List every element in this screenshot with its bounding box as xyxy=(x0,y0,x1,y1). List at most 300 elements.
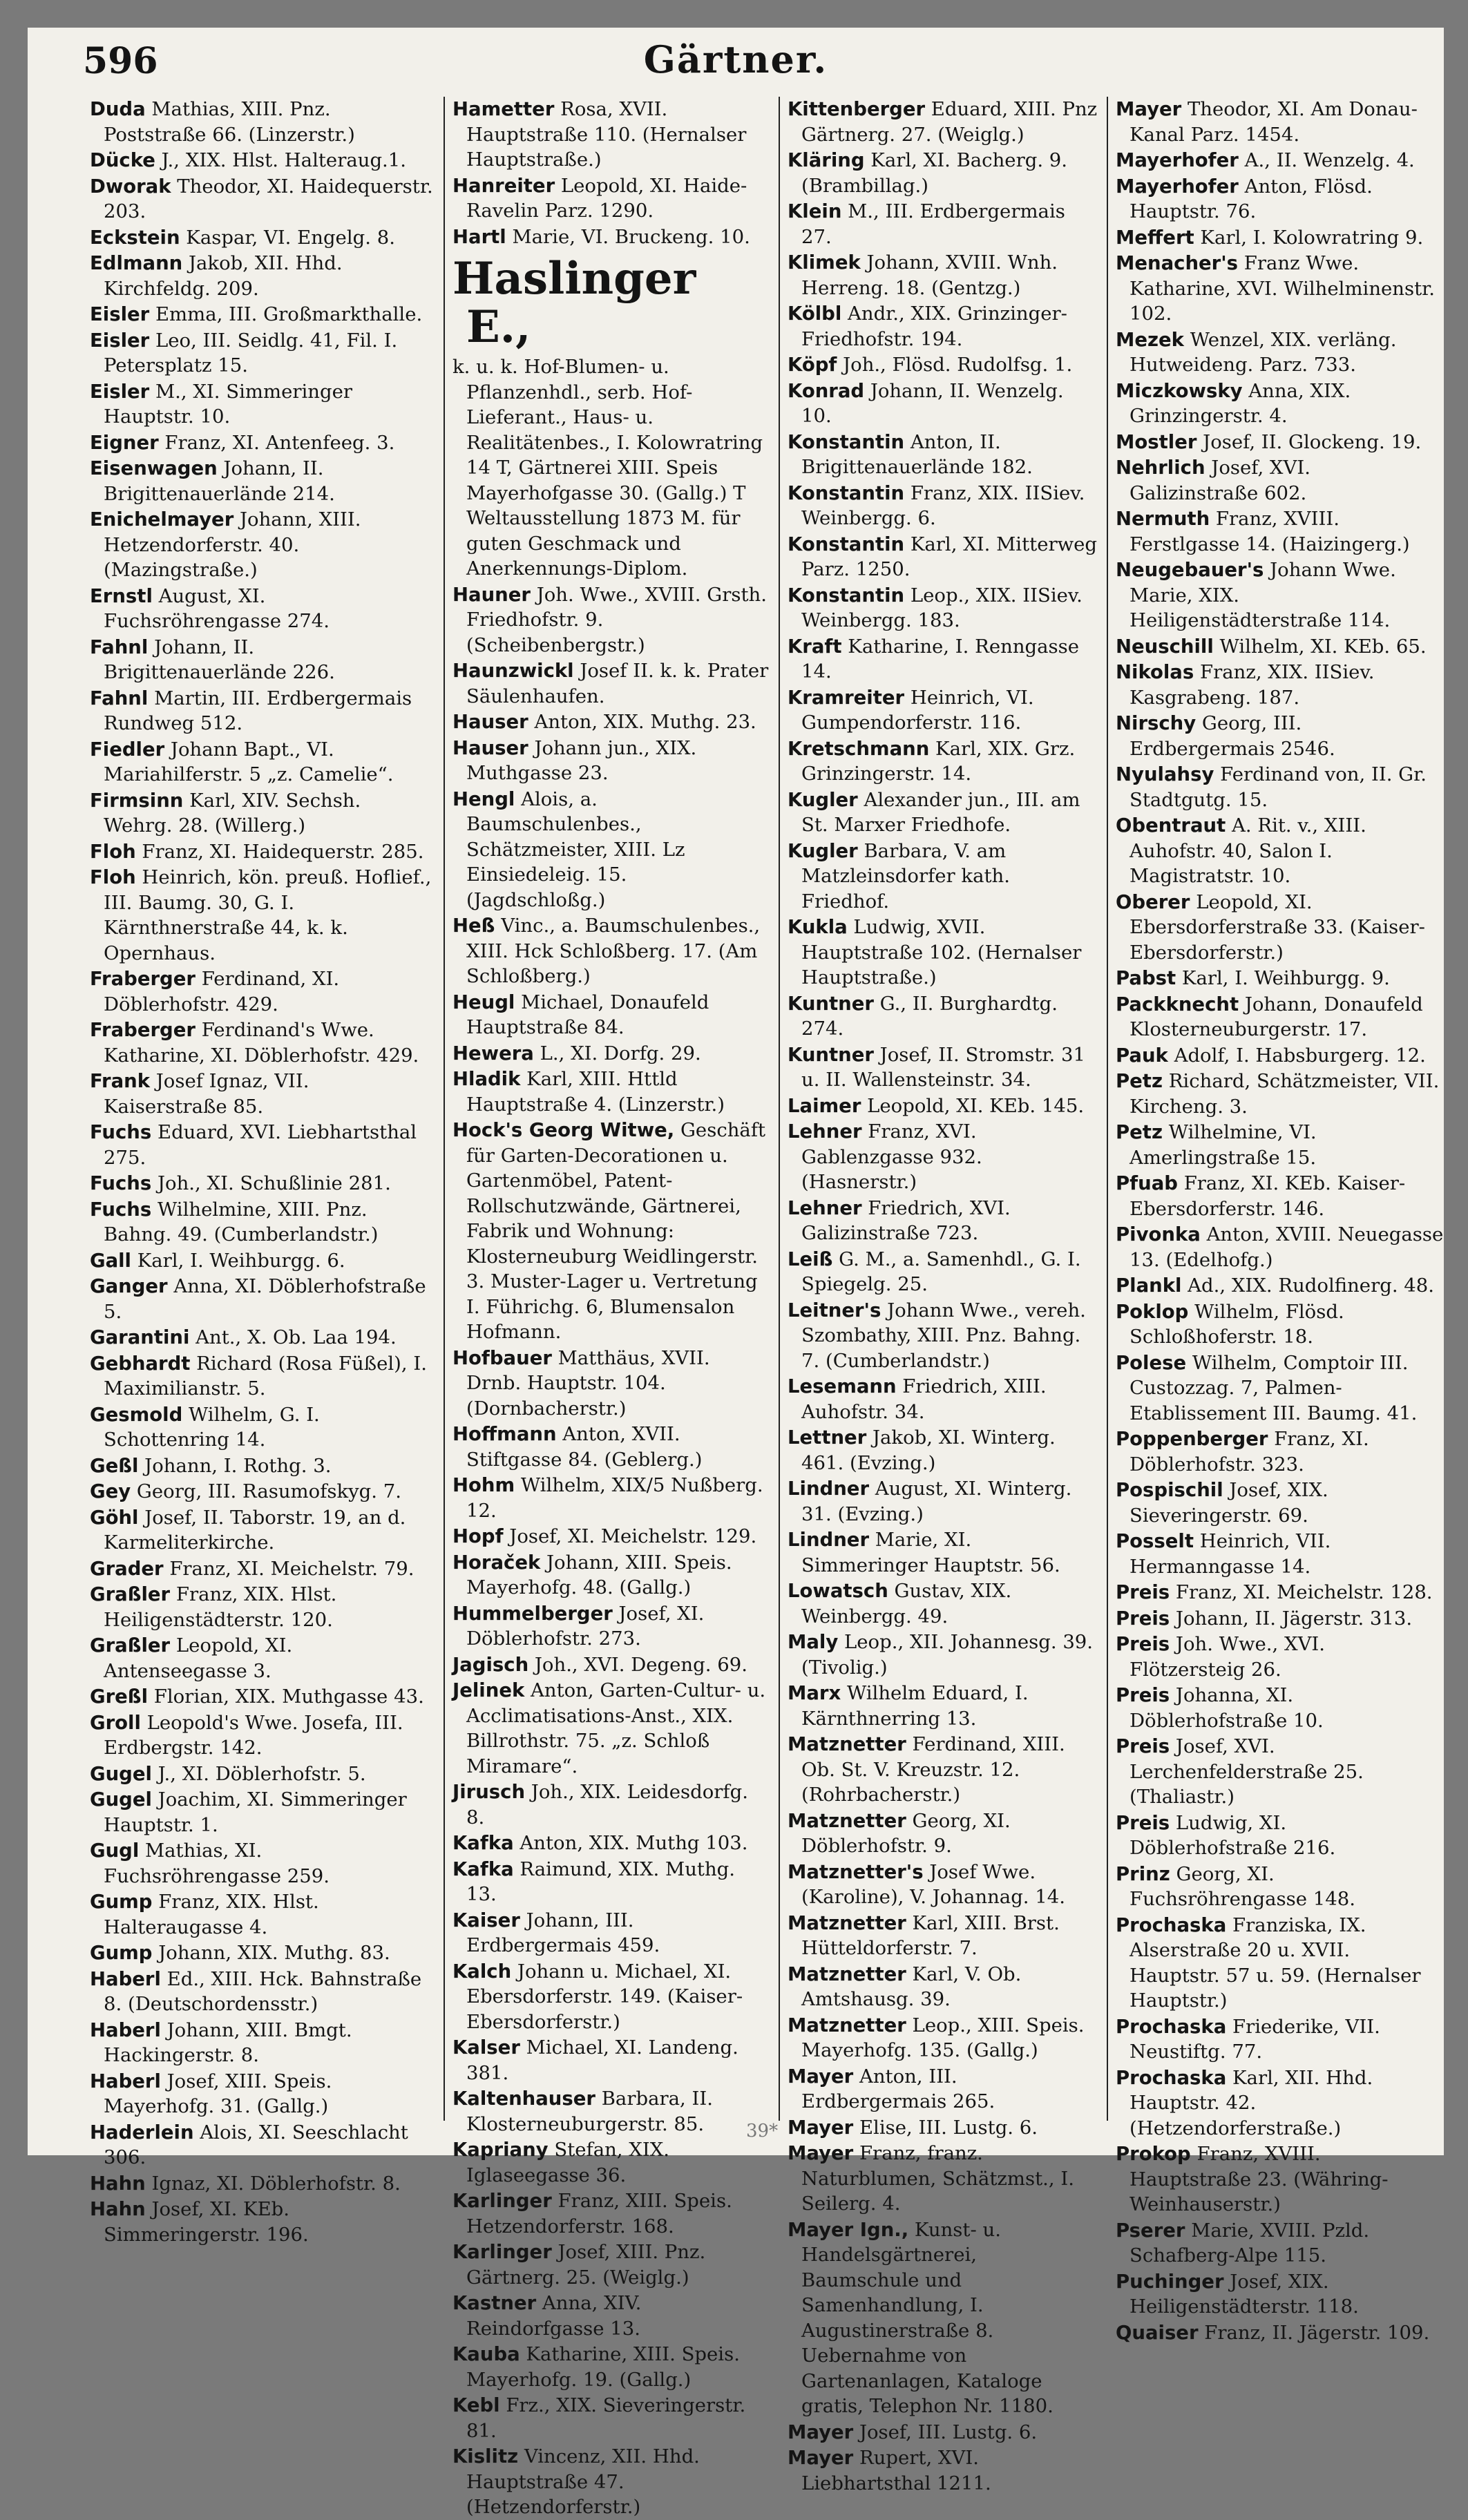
directory-entry xyxy=(90,456,435,506)
entry-name: Lehner xyxy=(788,1196,862,1219)
directory-entry xyxy=(90,148,435,173)
directory-entry xyxy=(452,2342,770,2392)
entry-name: Hanreiter xyxy=(452,174,555,197)
entry-details: Joh., XVI. Degeng. 69. xyxy=(528,1653,747,1676)
entry-name: Klein xyxy=(788,200,842,222)
directory-entry xyxy=(1116,379,1444,429)
entry-details: Richard (Rosa Füßel), I. Maximilianstr. 5. xyxy=(104,1352,427,1400)
entry-details: Josef, XIII. Speis. Mayerhofg. 31. (Gallg.) xyxy=(104,2070,332,2117)
directory-entry xyxy=(90,1838,435,1889)
entry-details: Alois, a. Baumschulenbes., Schätzmeister, XIII. Lz Einsiedeleig. 15. (Jagdschloßg.) xyxy=(466,788,685,911)
entry-name: Haberl xyxy=(90,1967,161,1990)
entry-details: Franz, XI. Meichelstr. 128. xyxy=(1170,1581,1433,1603)
entry-details: Josef, II. Glockeng. 19. xyxy=(1197,430,1422,453)
directory-entry xyxy=(452,1601,770,1652)
entry-details: Jakob, XII. Hhd. Kirchfeldg. 209. xyxy=(104,252,343,300)
entry-name: Hewera xyxy=(452,1042,534,1065)
directory-entry xyxy=(452,2393,770,2443)
entry-name: Hartl xyxy=(452,225,506,248)
entry-name: Mayer Ign., xyxy=(788,2218,909,2241)
directory-entry xyxy=(452,97,770,173)
directory-entry xyxy=(1116,2065,1444,2141)
directory-entry xyxy=(1116,327,1444,378)
entry-name: Mayer xyxy=(788,2065,854,2088)
entry-name: Haslinger E., xyxy=(452,253,696,353)
entry-details: Theodor, XI. Am Donau-Kanal Parz. 1454. xyxy=(1129,98,1418,146)
directory-entry xyxy=(452,1118,770,1345)
entry-details: Raimund, XIX. Muthg. 13. xyxy=(466,1858,736,1905)
directory-entry xyxy=(788,634,1098,685)
directory-entry xyxy=(452,1550,770,1601)
entry-name: Kaiser xyxy=(452,1909,520,1931)
entry-details: Franziska, IX. Alserstraße 20 u. XVII. Hauptstr. 57 u. 59. (Hernalser Hauptstr.) xyxy=(1129,1913,1421,2012)
directory-entry xyxy=(452,2444,770,2520)
entry-name: Eisler xyxy=(90,380,150,403)
entry-name: Mayer xyxy=(788,2116,854,2139)
entry-details: Franz, XI. Meichelstr. 79. xyxy=(163,1557,414,1580)
entry-name: Fuchs xyxy=(90,1198,152,1221)
entry-details: Heinrich, kön. preuß. Hoflief., III. Baumg. 30, G. I. Kärnthnerstraße 44, k. k. Opernhaus. xyxy=(104,866,432,964)
entry-name: Eisler xyxy=(90,329,150,352)
entry-details: Marie, XVIII. Pzld. Schafberg-Alpe 115. xyxy=(1129,2219,1370,2266)
directory-entry xyxy=(788,1860,1098,1910)
directory-entry xyxy=(1116,174,1444,225)
entry-name: Neuschill xyxy=(1116,635,1214,658)
directory-entry xyxy=(90,2120,435,2170)
directory-entry xyxy=(788,915,1098,991)
entry-name: Kislitz xyxy=(452,2445,519,2468)
directory-entry xyxy=(1116,2141,1444,2217)
page-header xyxy=(28,28,1444,90)
entry-details: Ludwig, XVII. Hauptstraße 102. (Hernalser Hauptstraße.) xyxy=(801,916,1082,989)
entry-details: Georg, XI. Döblerhofstr. 9. xyxy=(801,1809,1011,1857)
entry-details: Wilhelm, XI. KEb. 65. xyxy=(1213,635,1427,658)
directory-entry xyxy=(1116,1862,1444,1912)
entry-name: Kläring xyxy=(788,149,865,171)
entry-details: Wilhelm, Flösd. Schloßhoferstr. 18. xyxy=(1129,1300,1344,1348)
entry-details: Theodor, XI. Haidequerstr. 203. xyxy=(104,175,433,222)
entry-name: Kalch xyxy=(452,1960,512,1983)
entry-details: Ad., XIX. Rudolfinerg. 48. xyxy=(1181,1275,1435,1297)
directory-entry xyxy=(90,1940,435,1966)
directory-entry xyxy=(90,1889,435,1940)
entry-details: Josef Ignaz, VII. Kaiserstraße 85. xyxy=(104,1070,309,1118)
directory-entry xyxy=(1116,430,1444,455)
entry-name: Preis xyxy=(1116,1735,1170,1757)
directory-entry xyxy=(90,865,435,966)
directory-entry xyxy=(788,148,1098,198)
entry-details: Joh., XIX. Leidesdorfg. 8. xyxy=(466,1781,748,1829)
directory-entry xyxy=(452,1346,770,1422)
entry-name: Nikolas xyxy=(1116,661,1194,683)
entry-name: Mayer xyxy=(788,2142,854,2164)
entry-name: Eckstein xyxy=(90,226,180,249)
entry-name: Kapriany xyxy=(452,2139,549,2161)
directory-entry xyxy=(90,251,435,301)
directory-entry xyxy=(788,250,1098,300)
entry-details: k. u. k. Hof-Blumen- u. Pflanzenhdl., serb. Hof-Lieferant., Haus- u. Realitätenbes., I. Kolowratring 14 T, Gärtnerei XIII. Speis Mayerhofgasse 30. (Gallg.) T Weltausstellung 1873 M. für guten Geschmack und Anerkennungs-Diplom. xyxy=(452,356,763,580)
entry-details: Johann, III. Erdbergermais 459. xyxy=(466,1909,660,1956)
entry-details: L., XI. Dorfg. 29. xyxy=(533,1042,701,1065)
entry-name: Kugler xyxy=(788,788,858,811)
entry-name: Kukla xyxy=(788,916,848,938)
entry-details: Michael, Donaufeld Hauptstraße 84. xyxy=(466,991,709,1038)
directory-entry xyxy=(788,1911,1098,1961)
directory-page xyxy=(28,28,1444,2518)
entry-name: Kauba xyxy=(452,2343,520,2365)
entry-name: Hopf xyxy=(452,1525,504,1547)
entry-details: Kaspar, VI. Engelg. 8. xyxy=(180,226,395,249)
entry-details: Karl, I. Weihburgg. 6. xyxy=(131,1249,345,1272)
directory-entry xyxy=(788,2013,1098,2063)
entry-details: Karl, I. Kolowratring 9. xyxy=(1194,226,1424,249)
entry-name: Meffert xyxy=(1116,226,1194,249)
directory-entry xyxy=(90,584,435,634)
entry-name: Poklop xyxy=(1116,1300,1189,1323)
entry-details: Leop., XIII. Speis. Mayerhofg. 135. (Gallg.) xyxy=(801,2014,1085,2061)
directory-entry xyxy=(788,1962,1098,2012)
directory-entry xyxy=(788,1374,1098,1424)
directory-entry xyxy=(90,1633,435,1683)
directory-entry xyxy=(1116,2014,1444,2065)
entry-name: Kuntner xyxy=(788,992,874,1015)
directory-entry xyxy=(1116,225,1444,251)
entry-details: Vinc., a. Baumschulenbes., XIII. Hck Schloßberg. 17. (Am Schloßberg.) xyxy=(466,915,761,987)
entry-details: Wilhelm, G. I. Schottenring 14. xyxy=(104,1403,320,1451)
directory-entry xyxy=(788,1808,1098,1859)
directory-entry xyxy=(90,1967,435,2017)
directory-entry xyxy=(452,1473,770,1523)
directory-entry xyxy=(1116,1580,1444,1605)
entry-details: Johann, I. Rothg. 3. xyxy=(138,1454,332,1477)
entry-name: Miczkowsky xyxy=(1116,379,1243,402)
entry-details: Alexander jun., III. am St. Marxer Friedhofe. xyxy=(801,788,1080,836)
entry-details: Eduard, XIII. Pnz Gärtnerg. 27. (Weiglg.) xyxy=(801,98,1098,146)
entry-details: Karl, XIX. Grz. Grinzingerstr. 14. xyxy=(801,737,1076,785)
entry-details: Josef, XI. Meichelstr. 129. xyxy=(503,1525,757,1547)
entry-details: Ferdinand von, II. Gr. Stadtgutg. 15. xyxy=(1129,763,1427,811)
directory-entry xyxy=(1116,2218,1444,2269)
directory-entry xyxy=(1116,251,1444,327)
directory-entry xyxy=(788,991,1098,1042)
entry-name: Packknecht xyxy=(1116,993,1239,1015)
entry-name: Edlmann xyxy=(90,252,183,274)
entry-name: Enichelmayer xyxy=(90,508,234,531)
entry-details: Johann, II. Wenzelg. 10. xyxy=(801,379,1064,427)
entry-details: Josef, XIX. Heiligenstädterstr. 118. xyxy=(1129,2270,1359,2318)
directory-entry xyxy=(452,173,770,224)
directory-entry xyxy=(1116,1734,1444,1810)
directory-entry xyxy=(90,635,435,685)
directory-entry xyxy=(1116,97,1444,147)
directory-entry xyxy=(788,839,1098,915)
entry-name: Dücke xyxy=(90,149,155,171)
directory-entry xyxy=(788,1476,1098,1527)
entry-details: Stefan, XIX. Iglaseegasse 36. xyxy=(466,2139,670,2186)
entry-details: Anna, XIV. Reindorfgasse 13. xyxy=(466,2292,642,2340)
entry-name: Karlinger xyxy=(452,2241,552,2263)
entry-name: Quaiser xyxy=(1116,2321,1199,2344)
entry-details: Leopold's Wwe. Josefa, III. Erdbergstr. 142. xyxy=(104,1711,403,1759)
entry-name: Grader xyxy=(90,1557,164,1580)
directory-entry xyxy=(90,1479,435,1505)
directory-entry xyxy=(452,2188,770,2239)
entry-details: Vincenz, XII. Hhd. Hauptstraße 47. (Hetzendorferstr.) xyxy=(466,2445,700,2518)
directory-entry xyxy=(1116,890,1444,966)
directory-entry xyxy=(1116,506,1444,557)
entry-details: Franz, XIX. Hlst. Heiligenstädterstr. 120. xyxy=(104,1583,337,1631)
entry-name: Prochaska xyxy=(1116,2066,1227,2089)
entry-name: Frank xyxy=(90,1070,151,1092)
entry-details: Anton, III. Erdbergermais 265. xyxy=(801,2065,995,2112)
directory-entry xyxy=(1116,1273,1444,1299)
directory-entry xyxy=(1116,1069,1444,1119)
directory-entry xyxy=(90,1505,435,1556)
entry-details: Alois, XI. Seeschlacht 306. xyxy=(104,2121,408,2168)
entry-name: Lindner xyxy=(788,1478,870,1500)
directory-entry xyxy=(788,2064,1098,2115)
entry-name: Leiß xyxy=(788,1248,833,1270)
entry-name: Karlinger xyxy=(452,2190,552,2212)
entry-details: Franz, XVI. Gablenzgasse 932. (Hasnerstr.) xyxy=(801,1120,982,1193)
entry-details: Wilhelm Eduard, I. Kärnthnerring 13. xyxy=(801,1682,1029,1730)
entry-name: Hofbauer xyxy=(452,1346,552,1369)
entry-name: Nirschy xyxy=(1116,712,1197,734)
entry-name: Kuntner xyxy=(788,1043,874,1066)
directory-entry xyxy=(788,301,1098,352)
entry-details: Leopold, XI. Ebersdorferstraße 33. (Kaiser-Ebersdorferstr.) xyxy=(1129,890,1425,964)
entry-name: Lettner xyxy=(788,1426,867,1449)
directory-entry xyxy=(788,1578,1098,1629)
directory-entry xyxy=(788,97,1098,147)
entry-details: Adolf, I. Habsburgerg. 12. xyxy=(1167,1044,1426,1067)
entry-name: Pfuab xyxy=(1116,1172,1178,1194)
entry-details: Joh. Wwe., XVIII. Grsth. Friedhofstr. 9. (Scheibenbergstr.) xyxy=(466,583,768,656)
directory-entry xyxy=(788,736,1098,787)
directory-entry xyxy=(788,2445,1098,2496)
entry-name: Graßler xyxy=(90,1583,171,1605)
entry-name: Gesmold xyxy=(90,1403,183,1426)
entry-name: Laimer xyxy=(788,1094,861,1117)
directory-entry xyxy=(90,1274,435,1324)
directory-entry xyxy=(90,97,435,147)
directory-entry xyxy=(1116,1350,1444,1426)
directory-entry xyxy=(90,839,435,865)
entry-name: Kafka xyxy=(452,1858,514,1880)
entry-name: Mostler xyxy=(1116,430,1197,453)
entry-details: Johann, II. Brigittenauerlände 214. xyxy=(104,457,335,505)
entry-name: Gump xyxy=(90,1942,153,1964)
directory-entry xyxy=(1116,966,1444,991)
entry-name: Haunzwickl xyxy=(452,660,574,682)
directory-entry xyxy=(90,1453,435,1479)
entry-name: Konstantin xyxy=(788,533,905,555)
entry-details: Anton, Flösd. Hauptstr. 76. xyxy=(1129,175,1373,222)
entry-details: A. Rit. v., XIII. Auhofstr. 40, Salon I. Magistratstr. 10. xyxy=(1129,814,1366,887)
entry-details: Andr., XIX. Grinzinger-Friedhofstr. 194. xyxy=(801,303,1067,350)
entry-name: Mayerhofer xyxy=(1116,149,1239,171)
directory-entry xyxy=(90,2018,435,2068)
entry-name: Gey xyxy=(90,1480,131,1502)
entry-details: Friedrich, XIII. Auhofstr. 34. xyxy=(801,1375,1047,1423)
directory-entry xyxy=(90,1556,435,1582)
entry-details: Johann, II. Brigittenauerlände 226. xyxy=(104,636,335,683)
entry-details: Karl, V. Ob. Amtshausg. 39. xyxy=(801,1963,1022,2010)
entry-details: Heinrich, VI. Gumpendorferstr. 116. xyxy=(801,686,1034,734)
entry-details: Leo, III. Seidlg. 41, Fil. I. Petersplatz 15. xyxy=(104,329,398,376)
directory-entry xyxy=(90,302,435,327)
directory-entry xyxy=(452,2291,770,2341)
directory-entry xyxy=(1116,634,1444,660)
entry-name: Matznetter xyxy=(788,2014,906,2036)
entry-name: Matznetter xyxy=(788,1809,906,1832)
entry-name: Polese xyxy=(1116,1351,1187,1374)
entry-details: Wenzel, XIX. verläng. Hutweideng. Parz. 733. xyxy=(1129,328,1397,376)
entry-details: Anna, XI. Döblerhofstraße 5. xyxy=(104,1275,426,1323)
directory-entry xyxy=(788,481,1098,531)
directory-entry xyxy=(1116,1171,1444,1221)
entry-details: Franz, XIX. IISiev. Kasgrabeng. 187. xyxy=(1129,661,1375,709)
entry-name: Kebl xyxy=(452,2394,500,2416)
entry-details: Franz Wwe. Katharine, XVI. Wilhelminenstr. 102. xyxy=(1129,252,1436,325)
directory-entry xyxy=(90,1710,435,1761)
directory-entry xyxy=(452,787,770,913)
entry-details: A., II. Wenzelg. 4. xyxy=(1238,149,1415,171)
entry-details: Johanna, XI. Döblerhofstraße 10. xyxy=(1129,1684,1324,1732)
entry-name: Ganger xyxy=(90,1275,168,1297)
directory-entry xyxy=(90,225,435,251)
entry-details: Karl, XIII. Httld Hauptstraße 4. (Linzerstr.) xyxy=(466,1068,725,1116)
entry-details: Rupert, XVI. Liebhartsthal 1211. xyxy=(801,2447,991,2494)
entry-name: Kittenberger xyxy=(788,98,926,120)
entry-details: Wilhelmine, VI. Amerlingstraße 15. xyxy=(1129,1121,1317,1169)
entry-name: Matznetter's xyxy=(788,1860,924,1883)
entry-details: Emma, III. Großmarkthalle. xyxy=(149,303,423,325)
entry-details: Johann, XIX. Muthg. 83. xyxy=(152,1942,390,1964)
directory-entry xyxy=(90,430,435,456)
entry-name: Preis xyxy=(1116,1607,1170,1630)
entry-details: Anton, XIX. Muthg 103. xyxy=(513,1832,748,1854)
directory-entry xyxy=(788,352,1098,378)
directory-entry xyxy=(90,328,435,379)
directory-entry xyxy=(788,2115,1098,2141)
directory-entry xyxy=(452,1959,770,2035)
entry-name: Hoffmann xyxy=(452,1423,557,1445)
entry-name: Nyulahsy xyxy=(1116,763,1214,785)
entry-details: Katharine, I. Renngasse 14. xyxy=(801,635,1080,682)
entry-details: Josef, XI. KEb. Simmeringerstr. 196. xyxy=(104,2198,309,2246)
entry-details: Johann, XVIII. Wnh. Herreng. 18. (Gentzg.) xyxy=(801,251,1058,299)
entry-details: Florian, XIX. Muthgasse 43. xyxy=(148,1686,424,1708)
entry-name: Mayer xyxy=(1116,98,1182,120)
directory-entry xyxy=(1116,1632,1444,1682)
entry-name: Hahn xyxy=(90,2172,146,2195)
entry-details: Franz, XVIII. Ferstlgasse 14. (Haizingerg.) xyxy=(1129,508,1410,555)
entry-details: Wilhelmine, XIII. Pnz. Bahng. 49. (Cumberlandstr.) xyxy=(104,1198,379,1245)
directory-entry xyxy=(452,1908,770,1958)
entry-details: Georg, III. Rasumofskyg. 7. xyxy=(131,1480,402,1502)
entry-name: Pauk xyxy=(1116,1044,1168,1067)
entry-name: Konstantin xyxy=(788,584,905,607)
directory-entry xyxy=(90,174,435,225)
entry-details: Georg, III. Erdbergermais 2546. xyxy=(1129,712,1335,760)
entry-details: Mathias, XIII. Pnz. Poststraße 66. (Linzerstr.) xyxy=(104,98,355,146)
directory-entry xyxy=(452,990,770,1040)
directory-entry xyxy=(90,379,435,430)
entry-details: Ferdinand's Wwe. Katharine, XI. Döblerhofstr. 429. xyxy=(104,1019,419,1067)
directory-entry xyxy=(90,1684,435,1710)
directory-entry xyxy=(452,1524,770,1549)
entry-name: Lowatsch xyxy=(788,1580,888,1602)
directory-entry xyxy=(1116,1913,1444,2014)
entry-details: Marie, VI. Bruckeng. 10. xyxy=(506,225,750,248)
entry-name: Duda xyxy=(90,98,146,120)
entry-name: Firmsinn xyxy=(90,789,184,812)
entry-name: Prinz xyxy=(1116,1862,1170,1885)
entry-details: Johann, XIII. Speis. Mayerhofg. 48. (Gallg.) xyxy=(466,1551,732,1598)
entry-name: Kalser xyxy=(452,2036,520,2059)
directory-entry xyxy=(452,1041,770,1067)
entry-name: Matznetter xyxy=(788,1911,906,1934)
entry-name: Marx xyxy=(788,1682,841,1704)
entry-name: Hauser xyxy=(452,736,528,759)
entry-name: Gugel xyxy=(90,1762,152,1785)
directory-entry xyxy=(90,737,435,788)
entry-name: Preis xyxy=(1116,1581,1170,1603)
entry-details: Karl, I. Weihburgg. 9. xyxy=(1176,967,1390,989)
entry-details: Johann jun., XIX. Muthgasse 23. xyxy=(466,736,697,784)
directory-entry xyxy=(788,1042,1098,1093)
directory-entry xyxy=(90,1762,435,1787)
entry-details: Wilhelm, Comptoir III. Custozzag. 7, Palmen-Etablissement III. Baumg. 41. xyxy=(1129,1351,1418,1424)
entry-details: Karl, XIII. Brst. Hütteldorferstr. 7. xyxy=(801,1911,1060,1959)
entry-name: Kastner xyxy=(452,2292,537,2314)
entry-details: Josef, II. Stromstr. 31 u. II. Wallensteinstr. 34. xyxy=(801,1043,1085,1091)
entry-details: Heinrich, VII. Hermanngasse 14. xyxy=(1129,1530,1331,1578)
entry-name: Fuchs xyxy=(90,1121,152,1143)
entry-details: Anton, XVIII. Neuegasse 13. (Edelhofg.) xyxy=(1129,1223,1444,1271)
entry-details: Elise, III. Lustg. 6. xyxy=(853,2116,1038,2139)
directory-entry xyxy=(1116,1222,1444,1272)
entry-details: Friedrich, XVI. Galizinstraße 723. xyxy=(801,1196,1011,1244)
directory-entry xyxy=(1116,992,1444,1042)
directory-entry xyxy=(788,1247,1098,1297)
directory-entry xyxy=(1116,711,1444,761)
entry-name: Mezek xyxy=(1116,328,1184,351)
entry-details: Anna, XIX. Grinzingerstr. 4. xyxy=(1129,379,1351,427)
directory-entry xyxy=(788,430,1098,480)
directory-entry xyxy=(788,379,1098,429)
directory-entry xyxy=(452,255,770,352)
entry-details: Ferdinand, XIII. Ob. St. V. Kreuzstr. 12. (Rohrbacherstr.) xyxy=(801,1733,1065,1806)
directory-entry xyxy=(90,1582,435,1632)
entry-name: Pivonka xyxy=(1116,1223,1201,1245)
column-divider xyxy=(444,97,445,2121)
entry-details: Karl, XII. Hhd. Hauptstr. 42. (Hetzendorferstraße.) xyxy=(1129,2066,1373,2139)
entry-details: G. M., a. Samenhdl., G. I. Spiegelg. 25. xyxy=(801,1248,1081,1295)
entry-details: Karl, XIV. Sechsh. Wehrg. 28. (Willerg.) xyxy=(104,789,361,837)
directory-entry xyxy=(452,1678,770,1779)
directory-entry xyxy=(90,966,435,1017)
directory-entry xyxy=(90,1402,435,1453)
entry-details: Johann u. Michael, XI. Ebersdorferstr. 149. (Kaiser-Ebersdorferstr.) xyxy=(466,1960,743,2033)
entry-name: Fiedler xyxy=(90,738,165,761)
entry-details: Johann Wwe. Marie, XIX. Heiligenstädterstraße 114. xyxy=(1129,559,1396,631)
directory-entry xyxy=(788,788,1098,838)
column-divider xyxy=(1107,97,1108,2121)
entry-name: Gebhardt xyxy=(90,1352,191,1375)
entry-name: Mayerhofer xyxy=(1116,175,1239,198)
